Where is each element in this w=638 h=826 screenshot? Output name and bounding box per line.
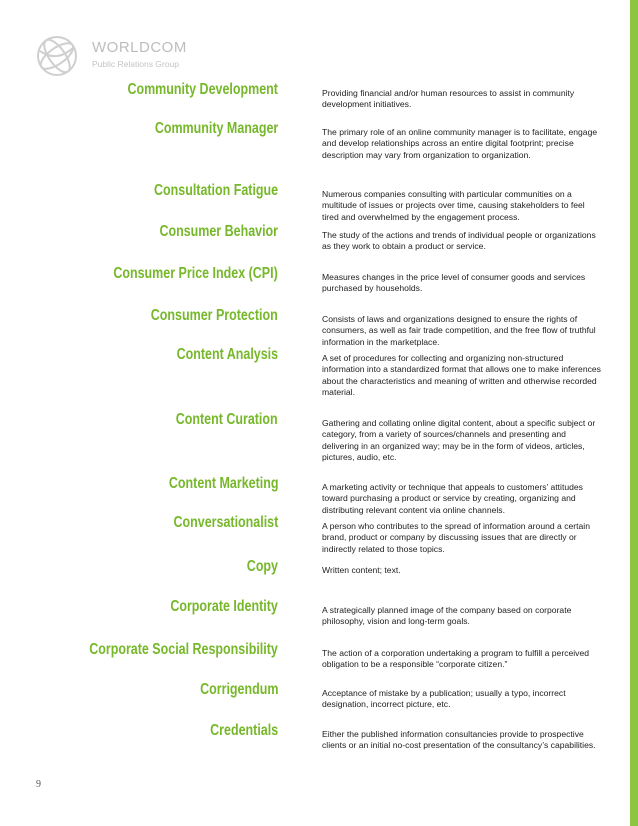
page-number: 9 <box>36 779 41 790</box>
side-accent-bar <box>630 0 638 826</box>
glossary-definition: A strategically planned image of the company based on corporate philosophy, vision and long-term goals. <box>322 605 572 627</box>
glossary-term: Conversationalist <box>173 514 278 531</box>
glossary-term: Content Curation <box>176 411 278 428</box>
glossary-term: Community Development <box>127 81 278 98</box>
globe-icon <box>34 33 80 79</box>
glossary-term: Consumer Behavior <box>159 223 278 240</box>
glossary-definition: Measures changes in the price level of consumer goods and services purchased by households. <box>322 272 586 294</box>
worldcom-logo <box>34 33 234 79</box>
glossary-definition: A person who contributes to the spread of information around a certain brand, product or company by discussing issues that are directly or indirectly related to those topics. <box>322 521 591 554</box>
glossary-term: Content Marketing <box>168 475 278 492</box>
glossary-term: Corporate Social Responsibility <box>89 641 278 658</box>
glossary-definition: The primary role of an online community manager is to facilitate, engage and develop relationships across an entire digital footprint; precise description may vary from organization to organization. <box>322 127 598 160</box>
glossary-term: Consultation Fatigue <box>153 182 278 199</box>
glossary-term: Corrigendum <box>199 681 278 698</box>
logo-name: WORLDCOM <box>92 39 187 56</box>
glossary-term: Consumer Price Index (CPI) <box>113 265 278 282</box>
glossary-term: Content Analysis <box>176 346 278 363</box>
glossary-definition: Either the published information consultancies provide to prospective clients or an initial no-cost presentation of the consultancy’s capabilities. <box>322 729 596 751</box>
glossary-term: Copy <box>246 558 278 575</box>
glossary-term: Consumer Protection <box>151 307 278 324</box>
glossary-definition: A set of procedures for collecting and organizing non-structured information into a standardized format that allows one to make inferences about the characteristics and meaning of written and otherwise recorded material. <box>322 353 601 398</box>
glossary-definition: Numerous companies consulting with particular communities on a multitude of issues or projects over time, causing stakeholders to feel tired and overwhelmed by the engagement process. <box>322 189 585 222</box>
glossary-definition: Providing financial and/or human resources to assist in community development initiatives. <box>322 88 575 110</box>
glossary-definition: The study of the actions and trends of individual people or organizations as they work to obtain a product or service. <box>322 230 596 252</box>
glossary-definition: Gathering and collating online digital content, about a specific subject or category, from a variety of sources/channels and presenting and delivering in an organized way; may be in the form of videos, articles, pictures, audio, etc. <box>322 418 596 463</box>
glossary-definition: Acceptance of mistake by a publication; usually a typo, incorrect designation, incorrect picture, etc. <box>322 688 566 710</box>
glossary-definition: The action of a corporation undertaking a program to fulfill a perceived obligation to be a responsible “corporate citizen.” <box>322 648 590 670</box>
glossary-term: Corporate Identity <box>170 598 278 615</box>
glossary-term: Credentials <box>210 722 278 739</box>
glossary-definition: A marketing activity or technique that appeals to customers’ attitudes toward purchasing a product or service by creating, organizing and distributing relevant content via online channels. <box>322 482 583 515</box>
logo-subtitle: Public Relations Group <box>92 59 179 69</box>
glossary-definition: Consists of laws and organizations designed to ensure the rights of consumers, as well as fair trade competition, and the free flow of truthful information in the marketplace. <box>322 314 596 347</box>
glossary-definition: Written content; text. <box>322 565 401 575</box>
glossary-term: Community Manager <box>154 120 278 137</box>
